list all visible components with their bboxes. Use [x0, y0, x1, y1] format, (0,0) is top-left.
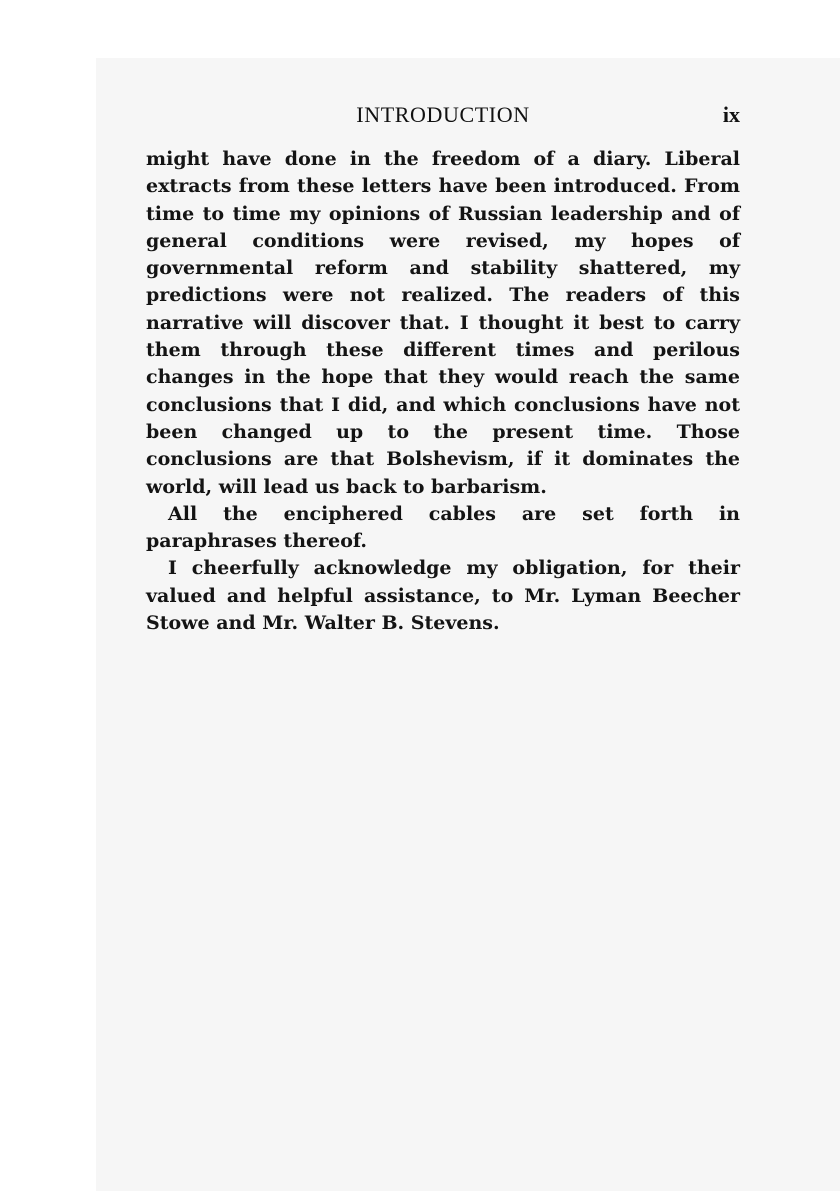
paragraph-cables: All the enciphered cables are set forth in paraphrases thereof.	[146, 502, 740, 553]
paragraph-continued: might have done in the freedom of a diary. Liberal extracts from these letters have been introduced. From time to time my opinions of Russian leadership and of general conditions were revised, my hopes of governmental reform and stability shattered, my predictions were not realized. The readers of this narrative will discover that. I thought it best to carry them through these different times and perilous changes in the hope that they would reach the same conclusions that I did, and which conclusions have not been changed up to the present time. Those conclusions are that Bolshevism, if it dominates the world, will lead us back to barbarism.	[146, 148, 740, 498]
page-header	[146, 100, 740, 130]
paragraph-acknowledgment: I cheerfully acknowledge my obligation, for their valued and helpful assistance, to Mr. Lyman Beecher Stowe and Mr. Walter B. Stevens.	[146, 557, 740, 635]
running-head: INTRODUCTION	[356, 102, 530, 127]
body-text	[146, 146, 740, 637]
page-number: ix	[722, 102, 740, 127]
